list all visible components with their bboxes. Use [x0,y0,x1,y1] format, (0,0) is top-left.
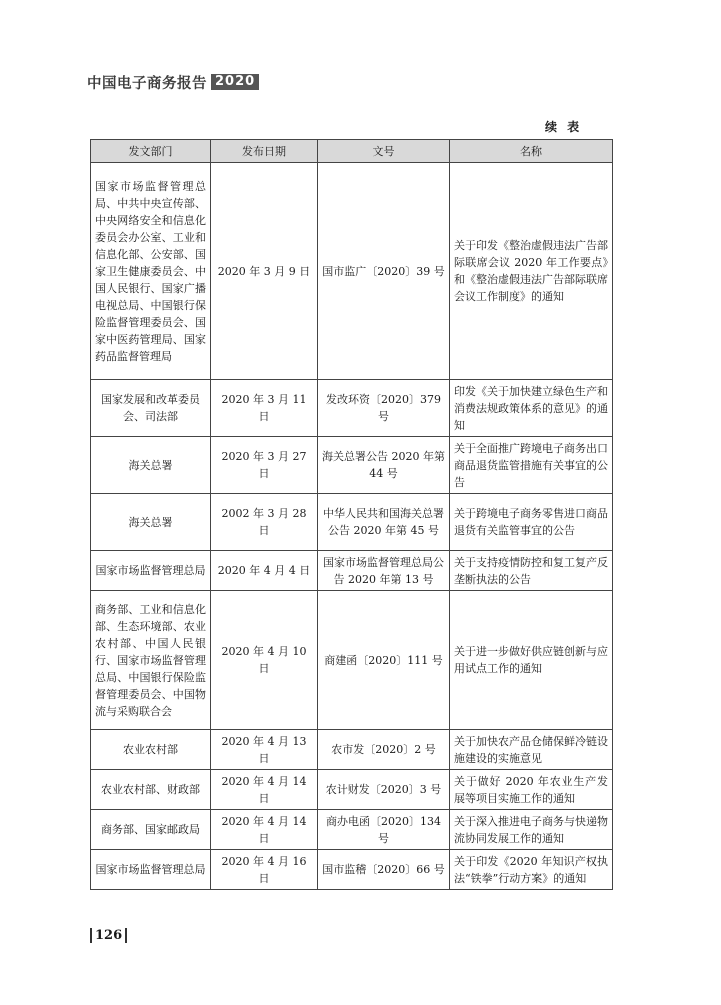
date-cell: 2020 年 4 月 10 日 [211,591,318,730]
doc-number-cell: 国家市场监督管理总局公告 2020 年第 13 号 [318,551,450,591]
date-cell: 2020 年 3 月 9 日 [211,163,318,380]
page-number-rule-left [90,928,92,943]
table-row [91,730,613,770]
table-header-row [91,140,613,163]
dept-cell: 海关总署 [91,437,211,494]
table-row [91,810,613,850]
dept-cell: 农业农村部、财政部 [91,770,211,810]
doc-number-cell: 发改环资〔2020〕379 号 [318,380,450,437]
doc-number-cell: 中华人民共和国海关总署公告 2020 年第 45 号 [318,494,450,551]
date-cell: 2020 年 4 月 4 日 [211,551,318,591]
dept-cell: 海关总署 [91,494,211,551]
table-row [91,850,613,890]
column-header-doc-number: 文号 [318,140,450,163]
date-cell: 2020 年 4 月 13 日 [211,730,318,770]
continued-label: 续 表 [545,120,583,134]
title-cell: 关于加快农产品仓储保鲜冷链设施建设的实施意见 [450,730,613,770]
table-row [91,163,613,380]
running-header [87,73,259,91]
date-cell: 2020 年 4 月 14 日 [211,810,318,850]
doc-number-cell: 海关总署公告 2020 年第 44 号 [318,437,450,494]
date-cell: 2020 年 3 月 11 日 [211,380,318,437]
dept-cell: 国家市场监督管理总局 [91,551,211,591]
table-row [91,437,613,494]
table-row [91,551,613,591]
date-cell: 2020 年 4 月 14 日 [211,770,318,810]
book-year-badge: 2020 [211,74,259,90]
page-number-rule-right [125,928,127,943]
doc-number-cell: 商办电函〔2020〕134 号 [318,810,450,850]
column-header-date: 发布日期 [211,140,318,163]
dept-cell: 农业农村部 [91,730,211,770]
title-cell: 关于印发《整治虚假违法广告部际联席会议 2020 年工作要点》和《整治虚假违法广告部际联席会议工作制度》的通知 [450,163,613,380]
doc-number-cell: 国市监稽〔2020〕66 号 [318,850,450,890]
policy-table [90,139,613,890]
dept-cell: 国家市场监督管理总局 [91,850,211,890]
dept-cell: 国家发展和改革委员会、司法部 [91,380,211,437]
column-header-dept: 发文部门 [91,140,211,163]
table-row [91,770,613,810]
date-cell: 2002 年 3 月 28 日 [211,494,318,551]
page-number-text: 126 [95,928,123,943]
title-cell: 印发《关于加快建立绿色生产和消费法规政策体系的意见》的通知 [450,380,613,437]
column-header-title: 名称 [450,140,613,163]
doc-number-cell: 商建函〔2020〕111 号 [318,591,450,730]
title-cell: 关于支持疫情防控和复工复产反垄断执法的公告 [450,551,613,591]
title-cell: 关于深入推进电子商务与快递物流协同发展工作的通知 [450,810,613,850]
doc-number-cell: 农计财发〔2020〕3 号 [318,770,450,810]
table-row [91,380,613,437]
page-number [90,928,127,943]
doc-number-cell: 农市发〔2020〕2 号 [318,730,450,770]
title-cell: 关于跨境电子商务零售进口商品退货有关监管事宜的公告 [450,494,613,551]
title-cell: 关于进一步做好供应链创新与应用试点工作的通知 [450,591,613,730]
title-cell: 关于做好 2020 年农业生产发展等项目实施工作的通知 [450,770,613,810]
dept-cell: 商务部、工业和信息化部、生态环境部、农业农村部、中国人民银行、国家市场监督管理总局、中国银行保险监督管理委员会、中国物流与采购联合会 [91,591,211,730]
date-cell: 2020 年 3 月 27 日 [211,437,318,494]
doc-number-cell: 国市监广〔2020〕39 号 [318,163,450,380]
title-cell: 关于印发《2020 年知识产权执法“铁拳”行动方案》的通知 [450,850,613,890]
table-row [91,494,613,551]
dept-cell: 商务部、国家邮政局 [91,810,211,850]
title-cell: 关于全面推广跨境电子商务出口商品退货监管措施有关事宜的公告 [450,437,613,494]
dept-cell: 国家市场监督管理总局、中共中央宣传部、中央网络安全和信息化委员会办公室、工业和信息化部、公安部、国家卫生健康委员会、中国人民银行、国家广播电视总局、中国银行保险监督管理委员会、国家中医药管理局、国家药品监督管理局 [91,163,211,380]
table-row [91,591,613,730]
date-cell: 2020 年 4 月 16 日 [211,850,318,890]
book-title: 中国电子商务报告 [87,75,207,92]
